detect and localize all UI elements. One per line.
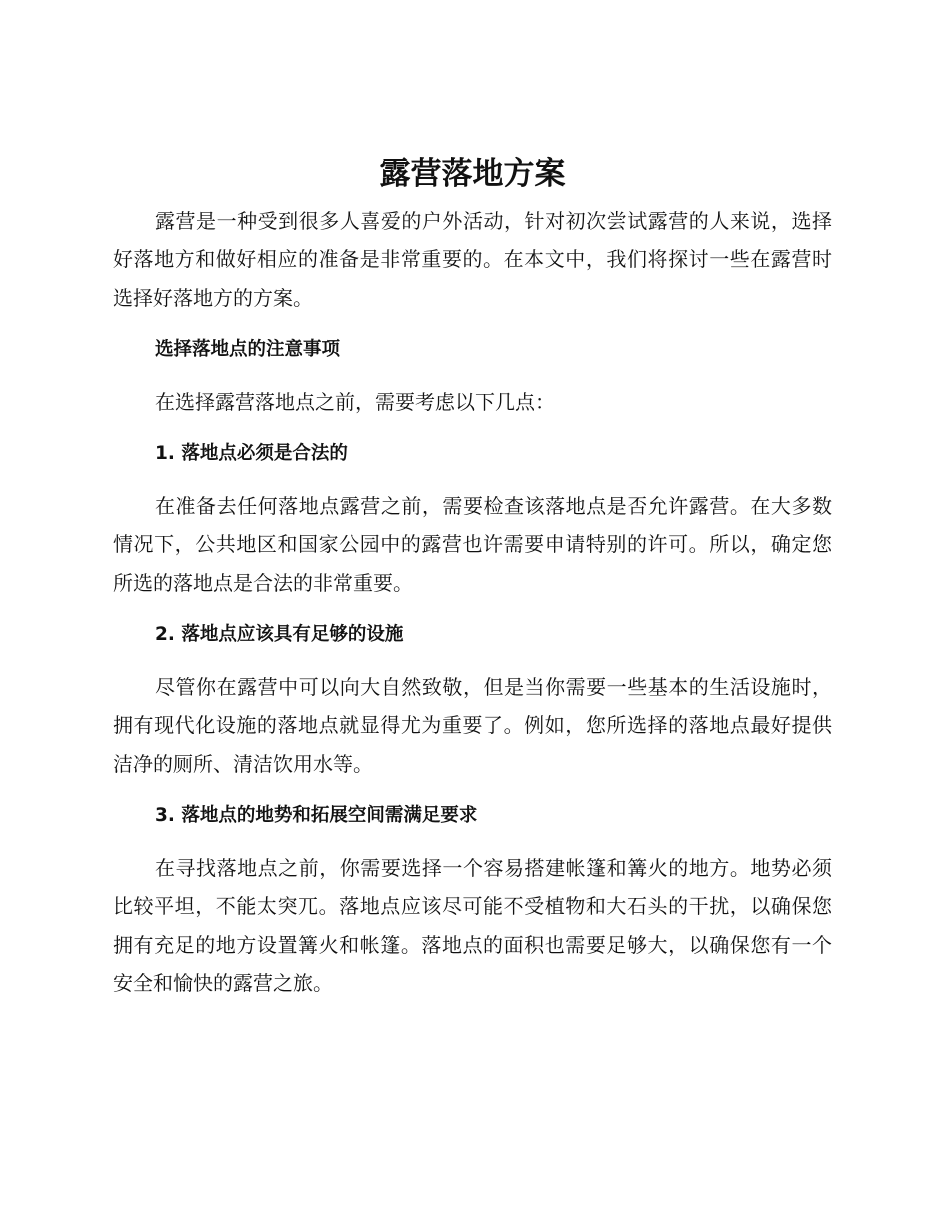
intro-paragraph: 露营是一种受到很多人喜爱的户外活动，针对初次尝试露营的人来说，选择好落地方和做好相应的准备是非常重要的。在本文中，我们将探讨一些在露营时选择好落地方的方案。 [113, 209, 832, 310]
item-body-2: 尽管你在露营中可以向大自然致敬，但是当你需要一些基本的生活设施时，拥有现代化设施的落地点就显得尤为重要了。例如，您所选择的落地点最好提供洁净的厕所、清洁饮用水等。 [113, 675, 832, 776]
item-heading-3: 3. 落地点的地势和拓展空间需满足要求 [155, 804, 478, 826]
item-body-1: 在准备去任何落地点露营之前，需要检查该落地点是否允许露营。在大多数情况下，公共地区和国家公园中的露营也许需要申请特别的许可。所以，确定您所选的落地点是合法的非常重要。 [113, 494, 832, 595]
item-heading-2: 2. 落地点应该具有足够的设施 [155, 624, 404, 646]
section-heading: 选择落地点的注意事项 [155, 338, 341, 360]
document-title: 露营落地方案 [379, 156, 566, 192]
item-body-3: 在寻找落地点之前，你需要选择一个容易搭建帐篷和篝火的地方。地势必须比较平坦，不能太突兀。落地点应该尽可能不受植物和大石头的干扰，以确保您拥有充足的地方设置篝火和帐篷。落地点的面积也需要足够大，以确保您有一个安全和愉快的露营之旅。 [113, 855, 832, 995]
item-heading-1: 1. 落地点必须是合法的 [155, 443, 348, 465]
section-lead-paragraph: 在选择露营落地点之前，需要考虑以下几点： [155, 389, 555, 414]
